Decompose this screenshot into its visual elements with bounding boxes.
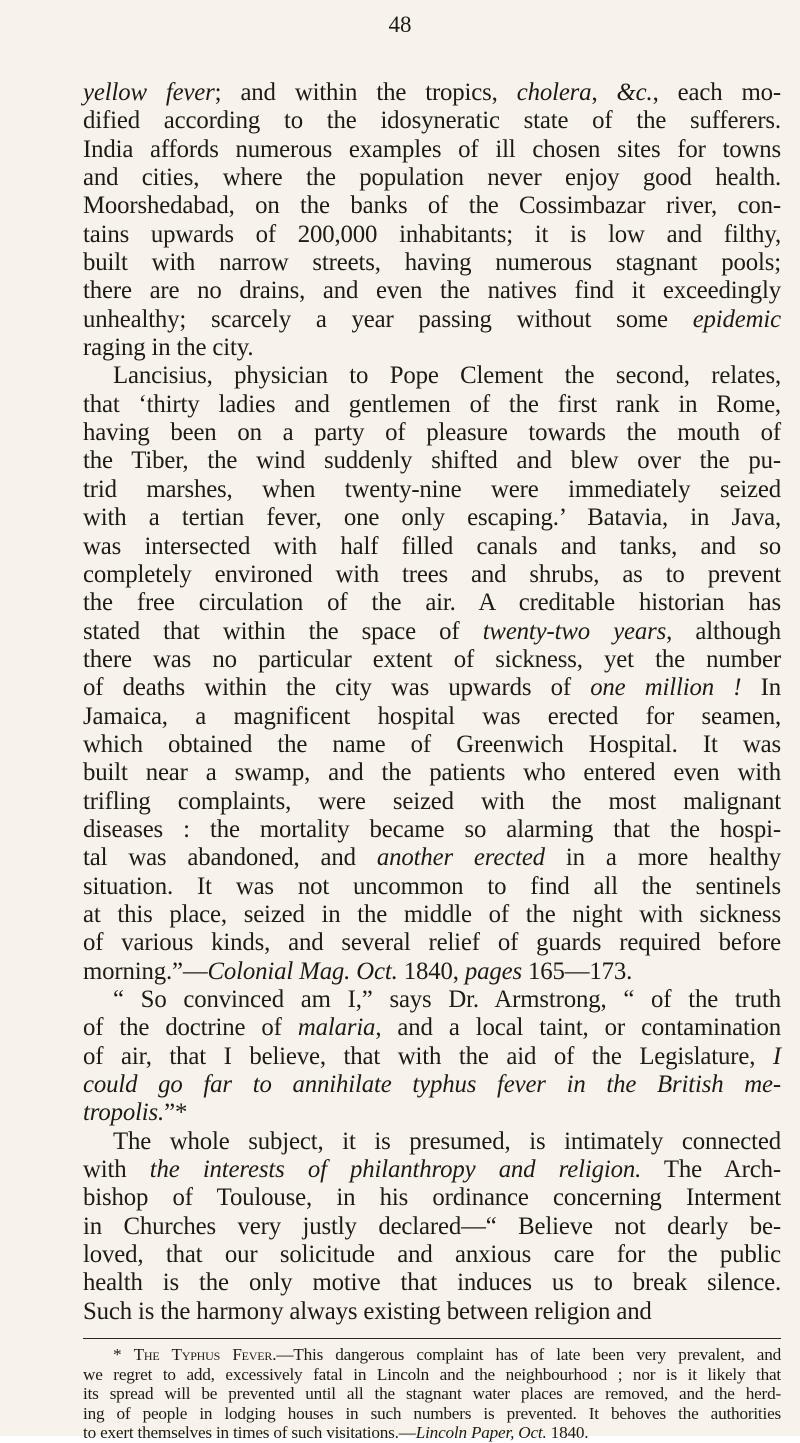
text-run: health is the only motive that induces us to break silence. xyxy=(83,1269,781,1297)
body-line xyxy=(83,447,781,475)
text-run: tal was abandoned, and xyxy=(83,844,377,872)
text-run: trifling complaints, were seized with the most malignant xyxy=(83,787,781,815)
body-line xyxy=(83,79,781,107)
text-run: having been on a party of pleasure towards the mouth of xyxy=(83,419,781,447)
text-run: In xyxy=(741,674,781,702)
text-run: ing of people in lodging houses in such numbers is prevented. It behoves the authorities xyxy=(83,1403,781,1423)
footnote-line xyxy=(83,1423,781,1443)
body-line xyxy=(83,533,781,561)
body-line xyxy=(83,334,781,362)
text-run: to exert themselves in times of such visitations.— xyxy=(83,1423,416,1442)
body-line xyxy=(83,1043,781,1071)
footnote-line xyxy=(83,1345,781,1365)
body-line xyxy=(83,873,781,901)
text-run: with xyxy=(83,1156,150,1184)
body-line xyxy=(83,1269,781,1297)
text-run: “ So convinced am I,” says Dr. Armstrong, “ of the truth xyxy=(113,986,781,1013)
text-run: Jamaica, a magnificent hospital was erected for seamen, xyxy=(83,702,781,730)
footnote-line xyxy=(83,1404,781,1424)
text-run: the free circulation of the air. A creditable historian has xyxy=(83,589,781,617)
text-run: , although xyxy=(666,617,781,645)
body-text xyxy=(83,79,781,1326)
body-line xyxy=(83,703,781,731)
body-line xyxy=(83,221,781,249)
body-line xyxy=(83,844,781,872)
text-run: that ‘thirty ladies and gentlemen of the first rank in Rome, xyxy=(83,390,781,418)
text-run: diseases : the mortality became so alarming that the hospi- xyxy=(83,815,781,843)
text-run: we regret to add, excessively fatal in Lincoln and the neighbourhood ; nor is it likely that xyxy=(83,1364,781,1384)
body-line xyxy=(83,136,781,164)
italic-text: epidemic xyxy=(692,305,781,333)
italic-text: could go far to annihilate typhus fever in the British me- xyxy=(83,1071,781,1099)
body-line xyxy=(83,986,781,1014)
body-line xyxy=(83,1014,781,1042)
text-run: The whole subject, it is presumed, is intimately connected xyxy=(113,1127,781,1155)
text-run: ”* xyxy=(164,1099,188,1127)
body-line xyxy=(83,929,781,957)
text-run: in Churches very justly declared—“ Believe not dearly be- xyxy=(83,1212,781,1240)
text-run: —This dangerous complaint has of late been very prevalent, and xyxy=(276,1345,781,1364)
body-line xyxy=(83,306,781,334)
text-run: its spread will be prevented until all the stagnant water places are removed, and the herd- xyxy=(83,1384,781,1403)
body-line xyxy=(83,759,781,787)
body-line xyxy=(83,1099,781,1127)
text-run: , each mo- xyxy=(652,79,781,106)
body-line xyxy=(83,391,781,419)
italic-text: another erected xyxy=(376,844,545,872)
text-run: completely environed with trees and shrubs, as to prevent xyxy=(83,560,781,588)
footnote-line xyxy=(83,1384,781,1404)
footnote-rule xyxy=(83,1338,781,1339)
text-run: and cities, where the population never enjoy good health. xyxy=(83,164,781,192)
body-line xyxy=(83,1241,781,1269)
body-line xyxy=(83,277,781,305)
body-line xyxy=(83,164,781,192)
text-run: situation. It was not uncommon to find all the sentinels xyxy=(83,872,781,900)
text-run: was intersected with half filled canals and tanks, and so xyxy=(83,532,781,560)
body-line xyxy=(83,362,781,390)
text-run: the Tiber, the wind suddenly shifted and blew over the pu- xyxy=(83,447,781,475)
text-run: there are no drains, and even the natives find it exceedingly xyxy=(83,277,781,305)
text-run: Moorshedabad, on the banks of the Cossimbazar river, con- xyxy=(83,192,781,220)
text-run: ; and within the tropics, xyxy=(214,79,517,106)
text-run: 1840. xyxy=(546,1423,589,1442)
text-run: Such is the harmony always existing between religion and xyxy=(83,1297,652,1325)
body-line xyxy=(83,561,781,589)
text-run: of various kinds, and several relief of guards required before xyxy=(83,929,781,957)
text-run: unhealthy; scarcely a year passing without some xyxy=(83,305,693,333)
body-line xyxy=(83,901,781,929)
body-line xyxy=(83,788,781,816)
text-run: * xyxy=(113,1345,134,1364)
text-run: 165—173. xyxy=(521,957,633,985)
text-run: stated that within the space of xyxy=(83,617,483,645)
footnote xyxy=(83,1345,781,1443)
text-run: trid marshes, when twenty-nine were immediately seized xyxy=(83,475,781,503)
body-line xyxy=(83,958,781,986)
italic-text: Colonial Mag. Oct. xyxy=(207,957,398,985)
body-line xyxy=(83,419,781,447)
text-run: raging in the city. xyxy=(83,334,254,362)
italic-text: &c. xyxy=(616,79,653,106)
text-run: in a more healthy xyxy=(544,844,782,872)
text-run: The Typhus Fever. xyxy=(133,1345,277,1364)
body-line xyxy=(83,1156,781,1184)
italic-text: yellow fever xyxy=(83,79,215,106)
text-run: 1840, xyxy=(397,957,465,985)
body-line xyxy=(83,1213,781,1241)
body-line xyxy=(83,107,781,135)
text-run: at this place, seized in the middle of the night with sickness xyxy=(83,900,781,928)
body-line xyxy=(83,249,781,277)
text-run: of air, that I believe, that with the aid of the Legislature, xyxy=(83,1042,773,1070)
body-line xyxy=(83,731,781,759)
body-line xyxy=(83,589,781,617)
text-run: tains upwards of 200,000 inhabitants; it is low and filthy, xyxy=(83,220,781,248)
text-run: morning.”— xyxy=(83,957,208,985)
italic-text: malaria xyxy=(297,1014,376,1042)
body-line xyxy=(83,816,781,844)
text-run: built with narrow streets, having numerous stagnant pools; xyxy=(83,249,781,277)
text-run: dified according to the idosyneratic state of the sufferers. xyxy=(83,107,781,135)
text-run: , xyxy=(591,79,617,106)
italic-text: Lincoln Paper, Oct. xyxy=(415,1423,547,1442)
italic-text: I xyxy=(772,1042,781,1070)
body-line xyxy=(83,1184,781,1212)
body-line xyxy=(83,192,781,220)
body-line xyxy=(83,646,781,674)
text-run: The Arch- xyxy=(641,1156,781,1184)
body-line xyxy=(83,1128,781,1156)
text-run: of the doctrine of xyxy=(83,1014,298,1042)
italic-text: the interests of philanthropy and religion. xyxy=(149,1156,642,1184)
text-run: which obtained the name of Greenwich Hospital. It was xyxy=(83,730,781,758)
italic-text: pages xyxy=(464,957,522,985)
text-run: bishop of Toulouse, in his ordinance concerning Interment xyxy=(83,1184,781,1212)
italic-text: tropolis. xyxy=(83,1099,165,1127)
text-run: with a tertian fever, one only escaping.’ Batavia, in Java, xyxy=(83,504,781,532)
italic-text: cholera xyxy=(516,79,592,106)
body-line xyxy=(83,504,781,532)
body-line xyxy=(83,618,781,646)
text-run: India affords numerous examples of ill chosen sites for towns xyxy=(83,135,781,163)
text-run: built near a swamp, and the patients who entered even with xyxy=(83,759,781,787)
body-line xyxy=(83,674,781,702)
body-line xyxy=(83,476,781,504)
text-run: loved, that our solicitude and anxious care for the public xyxy=(83,1241,781,1269)
page-number: 48 xyxy=(388,12,412,37)
text-run: of deaths within the city was upwards of xyxy=(83,674,591,702)
text-run: Lancisius, physician to Pope Clement the second, relates, xyxy=(113,362,781,390)
text-run: there was no particular extent of sickness, yet the number xyxy=(83,645,781,673)
italic-text: one million ! xyxy=(590,674,742,702)
body-line xyxy=(83,1071,781,1099)
body-line xyxy=(83,1298,781,1326)
footnote-line xyxy=(83,1365,781,1385)
text-run: , and a local taint, or contamination xyxy=(375,1014,781,1042)
italic-text: twenty-two years xyxy=(482,617,667,645)
